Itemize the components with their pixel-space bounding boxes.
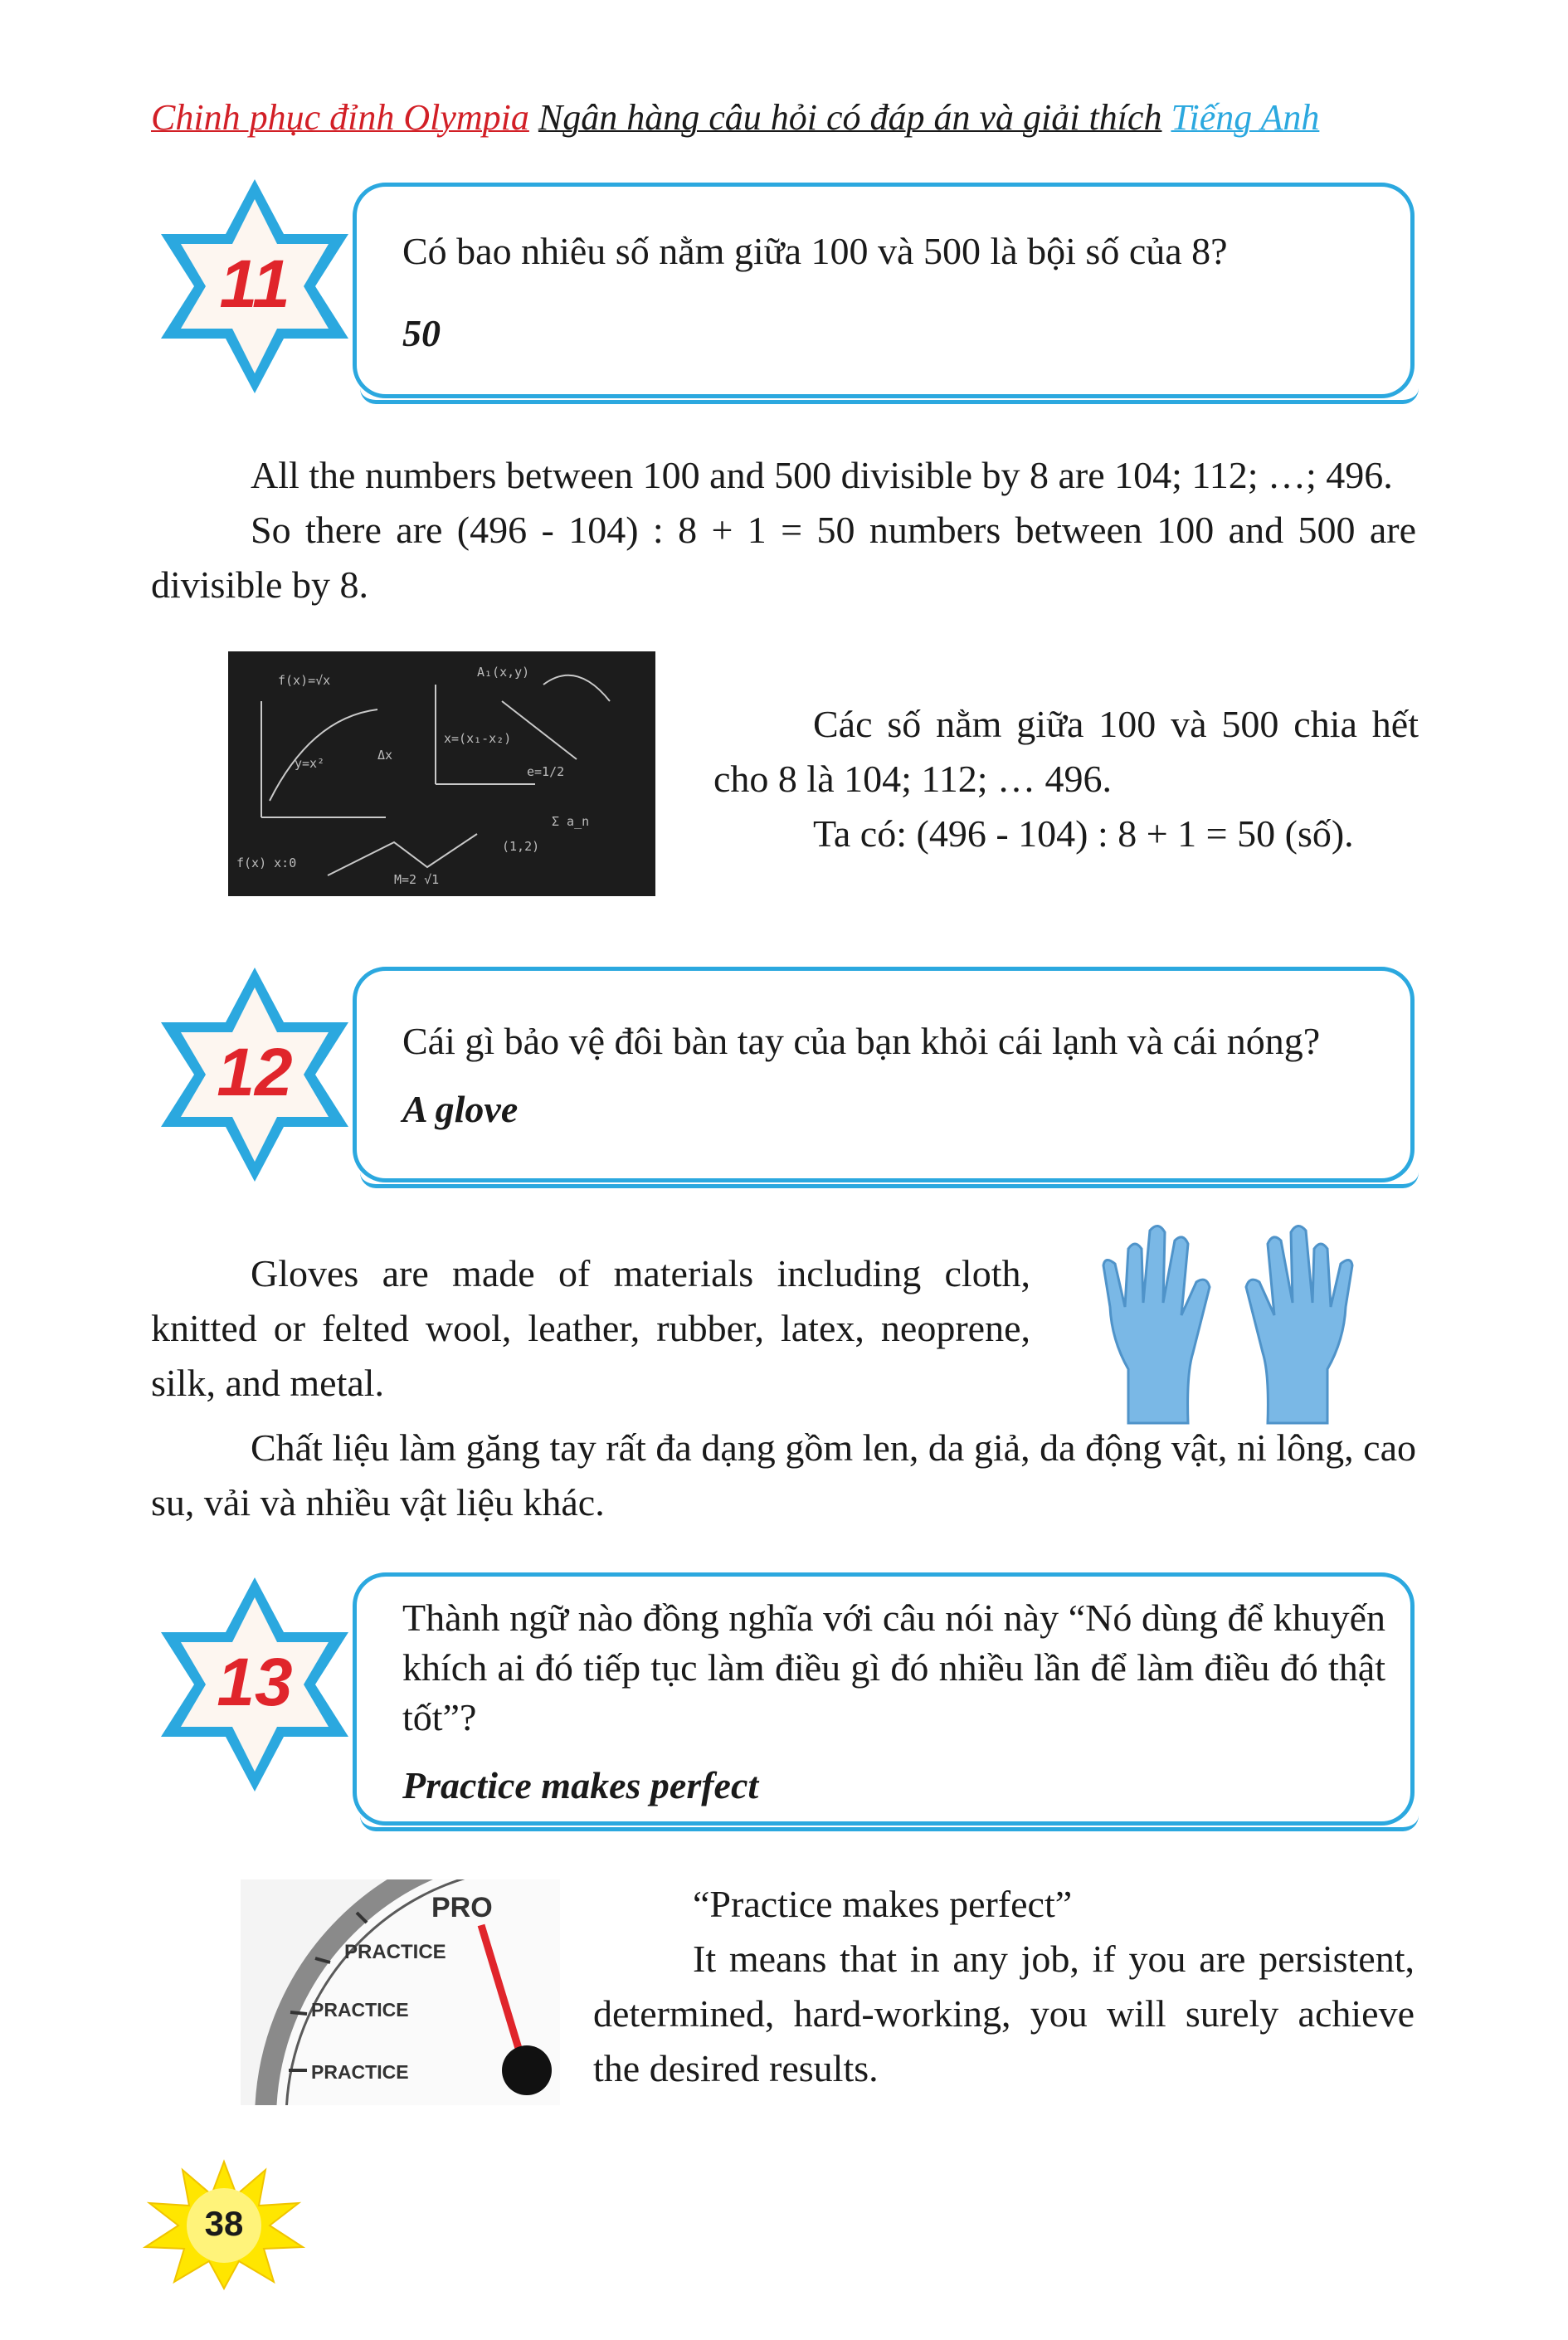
svg-text:x=(x₁-x₂): x=(x₁-x₂) — [444, 731, 512, 746]
explanation-english — [593, 1877, 1415, 2096]
explanation-line: It means that in any job, if you are persistent, determined, hard-working, you will surely achieve the desired results. — [593, 1938, 1415, 2089]
svg-text:y=x²: y=x² — [295, 756, 325, 771]
header-subject: Tiếng Anh — [1171, 97, 1320, 138]
star-badge-icon — [151, 963, 358, 1187]
header-series-title: Chinh phục đỉnh Olympia — [151, 97, 529, 138]
question-box — [353, 1572, 1415, 1826]
svg-text:A₁(x,y): A₁(x,y) — [477, 665, 530, 680]
question-number-badge — [151, 174, 358, 398]
explanation-line: Các số nằm giữa 100 và 500 chia hết cho 8 là 104; 112; … 496. — [713, 703, 1419, 800]
explanation-line: “Practice makes perfect” — [693, 1883, 1073, 1925]
gauge-label: PRACTICE — [311, 1999, 409, 2021]
explanation-vietnamese — [151, 1421, 1416, 1530]
question-text: Thành ngữ nào đồng nghĩa với câu nói này “Nó dùng để khuyến khích ai đó tiếp tục làm điều gì đó nhiều lần để làm điều đó thật tốt”? — [402, 1597, 1385, 1738]
page-number: 38 — [204, 2204, 244, 2243]
svg-text:(1,2): (1,2) — [502, 839, 540, 854]
star-badge-icon — [151, 1572, 358, 1796]
svg-text:M=2 √1: M=2 √1 — [394, 872, 440, 887]
gauge-label: PRACTICE — [344, 1941, 446, 1963]
explanation-english — [151, 448, 1416, 612]
question-text: Cái gì bảo vệ đôi bàn tay của bạn khỏi cái lạnh và cái nóng? — [402, 1020, 1321, 1062]
explanation-line: All the numbers between 100 and 500 divisible by 8 are 104; 112; …; 496. — [251, 454, 1393, 496]
blue-gloves-image — [1095, 1216, 1361, 1436]
question-number: 12 — [217, 1035, 293, 1110]
practice-gauge-image — [241, 1879, 560, 2105]
explanation-english — [151, 1246, 1030, 1411]
question-number: 11 — [219, 246, 290, 322]
page-number-badge — [141, 2157, 307, 2290]
gauge-label: PRO — [431, 1892, 493, 1923]
svg-text:Δx: Δx — [377, 748, 393, 763]
explanation-line: Ta có: (496 - 104) : 8 + 1 = 50 (số). — [813, 812, 1354, 855]
question-number: 13 — [217, 1645, 293, 1720]
question-box — [353, 183, 1415, 398]
question-number-badge — [151, 963, 358, 1187]
gauge-label: PRACTICE — [311, 2061, 409, 2083]
header-book-title: Ngân hàng câu hỏi có đáp án và giải thích — [538, 97, 1162, 138]
answer-text: 50 — [402, 312, 441, 354]
explanation-line: Gloves are made of materials including cloth, knitted or felted wool, leather, rubber, latex, neoprene, silk, and metal. — [151, 1252, 1030, 1404]
answer-text: A glove — [402, 1088, 519, 1130]
blackboard-math-image — [228, 651, 655, 896]
explanation-line: So there are (496 - 104) : 8 + 1 = 50 numbers between 100 and 500 are divisible by 8. — [151, 509, 1416, 606]
explanation-vietnamese — [713, 697, 1419, 861]
explanation-line: Chất liệu làm găng tay rất đa dạng gồm len, da giả, da động vật, ni lông, cao su, vải và nhiều vật liệu khác. — [151, 1426, 1416, 1523]
answer-text: Practice makes perfect — [402, 1764, 759, 1806]
svg-text:f(x)=√x: f(x)=√x — [278, 673, 331, 688]
question-number-badge — [151, 1572, 358, 1796]
svg-text:Σ a_n: Σ a_n — [552, 814, 590, 829]
question-text: Có bao nhiêu số nằm giữa 100 và 500 là bội số của 8? — [402, 230, 1228, 272]
svg-text:e=1/2: e=1/2 — [527, 764, 565, 779]
question-box — [353, 967, 1415, 1182]
svg-text:f(x) x:0: f(x) x:0 — [236, 856, 297, 870]
running-header — [151, 93, 1429, 143]
star-badge-icon — [151, 174, 358, 398]
